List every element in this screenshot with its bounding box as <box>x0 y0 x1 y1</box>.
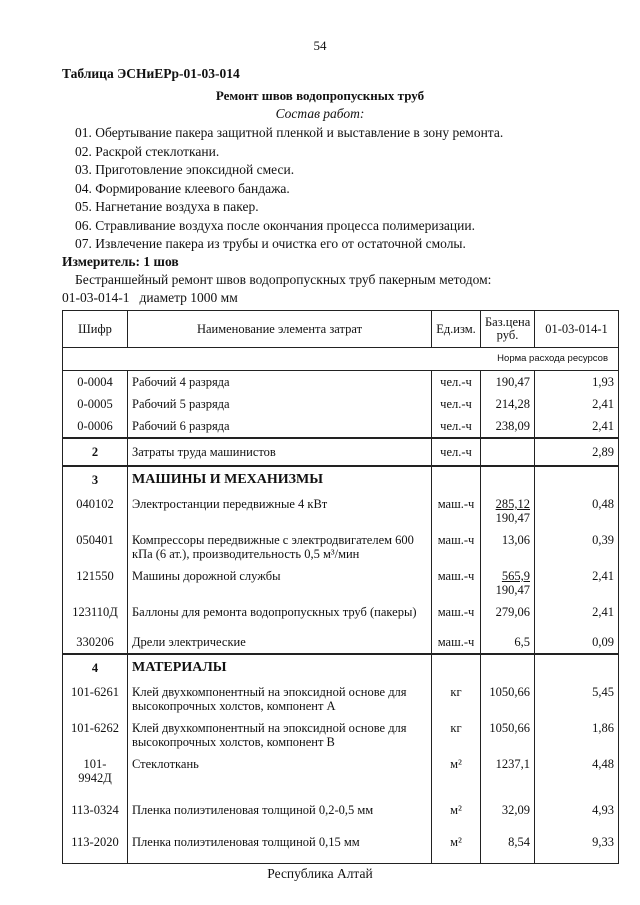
operators-name: Затраты труда машинистов <box>128 438 432 466</box>
table-code: Таблица ЭСНиЕРр-01-03-014 <box>62 66 240 81</box>
row-unit: чел.-ч <box>432 371 481 394</box>
row-norm: 0,48 <box>535 493 619 529</box>
row-price: 238,09 <box>481 415 535 438</box>
table-row <box>63 565 619 601</box>
row-norm: 2,41 <box>535 393 619 415</box>
header-norm: 01-03-014-1 <box>535 311 619 348</box>
operators-unit: чел.-ч <box>432 438 481 466</box>
row-price: 1050,66 <box>481 717 535 753</box>
row-price: 1050,66 <box>481 681 535 717</box>
section-title: МАШИНЫ И МЕХАНИЗМЫ <box>128 466 432 493</box>
header-unit: Ед.изм. <box>432 311 481 348</box>
row-name: Пленка полиэтиленовая толщиной 0,15 мм <box>128 831 432 864</box>
method-description: Бестраншейный ремонт швов водопропускных труб пакерным методом: <box>75 272 492 287</box>
table-row <box>63 601 619 623</box>
row-norm: 9,33 <box>535 831 619 864</box>
row-norm: 2,41 <box>535 415 619 438</box>
price-value: 285,12 <box>495 497 530 511</box>
norm-caption-row <box>63 348 619 371</box>
work-item: 05. Нагнетание воздуха в пакер. <box>75 199 259 214</box>
table-header-row <box>63 311 619 348</box>
row-unit: маш.-ч <box>432 529 481 565</box>
table-row <box>63 799 619 831</box>
work-list <box>75 124 503 254</box>
work-item: 07. Извлечение пакера из трубы и очистка его от остаточной смолы. <box>75 236 466 251</box>
operators-norm: 2,89 <box>535 438 619 466</box>
row-norm: 0,09 <box>535 623 619 654</box>
row-price: 6,5 <box>481 623 535 654</box>
variant-code: 01-03-014-1 <box>62 290 130 305</box>
section-number: 3 <box>63 466 128 493</box>
row-unit: чел.-ч <box>432 393 481 415</box>
price-value-secondary: 190,47 <box>495 511 530 525</box>
row-code: 123110Д <box>63 601 128 623</box>
row-name: Пленка полиэтиленовая толщиной 0,2-0,5 мм <box>128 799 432 831</box>
table-row <box>63 681 619 717</box>
row-price: 8,54 <box>481 831 535 864</box>
header-price: Баз.цена руб. <box>481 311 535 348</box>
row-norm: 4,48 <box>535 753 619 799</box>
row-unit: маш.-ч <box>432 601 481 623</box>
variant-description: диаметр 1000 мм <box>139 290 238 305</box>
row-price: 214,28 <box>481 393 535 415</box>
row-price: 32,09 <box>481 799 535 831</box>
row-code: 113-2020 <box>63 831 128 864</box>
row-norm: 4,93 <box>535 799 619 831</box>
row-unit: маш.-ч <box>432 565 481 601</box>
row-name: Компрессоры передвижные с электродвигателем 600 кПа (6 ат.), производительность 0,5 м³/мин <box>128 529 432 565</box>
work-composition-heading: Состав работ: <box>275 106 365 121</box>
page-number: 54 <box>313 38 327 53</box>
section-header-materials <box>63 654 619 681</box>
header-name: Наименование элемента затрат <box>128 311 432 348</box>
row-name: Рабочий 5 разряда <box>128 393 432 415</box>
table-row <box>63 623 619 654</box>
row-unit: м² <box>432 799 481 831</box>
row-name: Дрели электрические <box>128 623 432 654</box>
resource-table <box>62 310 619 864</box>
row-norm: 2,41 <box>535 601 619 623</box>
row-unit: маш.-ч <box>432 493 481 529</box>
row-norm: 0,39 <box>535 529 619 565</box>
row-unit: м² <box>432 831 481 864</box>
work-item: 06. Стравливание воздуха после окончания процесса полимеризации. <box>75 217 475 233</box>
row-code: 0-0005 <box>63 393 128 415</box>
norm-caption: Норма расхода ресурсов <box>63 348 619 371</box>
row-norm: 1,93 <box>535 371 619 394</box>
table-title: Ремонт швов водопропускных труб <box>215 88 425 103</box>
work-item: 01. Обертывание пакера защитной пленкой и выставление в зону ремонта. <box>75 125 504 140</box>
table-row <box>63 529 619 565</box>
operators-number: 2 <box>63 438 128 466</box>
operators-price <box>481 438 535 466</box>
row-unit: м² <box>432 753 481 799</box>
row-unit: кг <box>432 717 481 753</box>
footer-region: Республика Алтай <box>267 866 373 881</box>
meter-label: Измеритель: 1 шов <box>62 254 179 269</box>
row-unit: чел.-ч <box>432 415 481 438</box>
table-row <box>63 831 619 864</box>
row-unit: кг <box>432 681 481 717</box>
row-name: Стеклоткань <box>128 753 432 799</box>
row-norm: 2,41 <box>535 565 619 601</box>
row-name: Рабочий 6 разряда <box>128 415 432 438</box>
table-row <box>63 415 619 438</box>
table-row <box>63 753 619 799</box>
table-row <box>63 393 619 415</box>
section-title: МАТЕРИАЛЫ <box>128 654 432 681</box>
row-name: Машины дорожной службы <box>128 565 432 601</box>
row-price <box>481 493 535 529</box>
row-code: 101-9942Д <box>63 753 128 799</box>
row-code: 113-0324 <box>63 799 128 831</box>
table-row <box>63 493 619 529</box>
row-price: 190,47 <box>481 371 535 394</box>
work-item: 03. Приготовление эпоксидной смеси. <box>75 162 295 177</box>
work-item: 02. Раскрой стеклоткани. <box>75 143 220 159</box>
operators-row <box>63 438 619 466</box>
row-code: 0-0006 <box>63 415 128 438</box>
row-code: 040102 <box>63 493 128 529</box>
price-value-secondary: 190,47 <box>495 583 530 597</box>
section-header-machines <box>63 466 619 493</box>
row-norm: 5,45 <box>535 681 619 717</box>
row-code: 330206 <box>63 623 128 654</box>
price-value: 565,9 <box>501 569 530 583</box>
row-name: Клей двухкомпонентный на эпоксидной основе для высокопрочных холстов, компонент В <box>128 717 432 753</box>
row-name: Баллоны для ремонта водопропускных труб (пакеры) <box>128 601 432 623</box>
row-name: Клей двухкомпонентный на эпоксидной основе для высокопрочных холстов, компонент А <box>128 681 432 717</box>
row-price <box>481 565 535 601</box>
row-price: 279,06 <box>481 601 535 623</box>
row-name: Рабочий 4 разряда <box>128 371 432 394</box>
work-item: 04. Формирование клеевого бандажа. <box>75 180 290 196</box>
row-price: 13,06 <box>481 529 535 565</box>
row-code: 101-6262 <box>63 717 128 753</box>
row-code: 050401 <box>63 529 128 565</box>
table-row <box>63 371 619 394</box>
row-name: Электростанции передвижные 4 кВт <box>128 493 432 529</box>
row-norm: 1,86 <box>535 717 619 753</box>
row-unit: маш.-ч <box>432 623 481 654</box>
table-row <box>63 717 619 753</box>
section-number: 4 <box>63 654 128 681</box>
variant-line <box>62 290 238 306</box>
header-code: Шифр <box>63 311 128 348</box>
row-code: 0-0004 <box>63 371 128 394</box>
row-code: 101-6261 <box>63 681 128 717</box>
row-code: 121550 <box>63 565 128 601</box>
row-price: 1237,1 <box>481 753 535 799</box>
